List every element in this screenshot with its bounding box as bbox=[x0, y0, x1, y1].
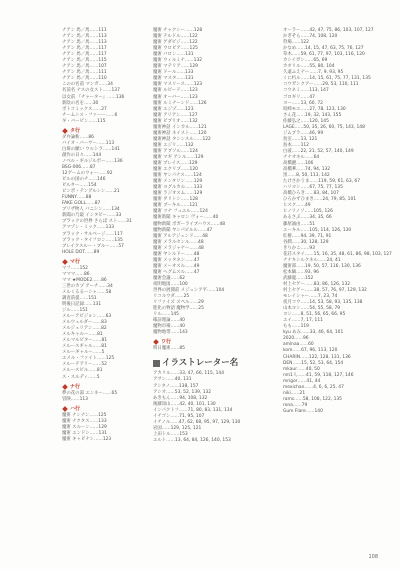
index-entry: 魔術 ヤンパナス……124 bbox=[153, 173, 202, 179]
index-entry: インパクトフ……71, 80, 83, 131, 134 bbox=[153, 407, 233, 413]
index-entry: CHARIN……122, 128, 131, 136 bbox=[283, 354, 351, 360]
index-entry: アマゾン・ミック……133 bbox=[62, 225, 115, 231]
index-entry: 魔術 メラルセンル……48 bbox=[153, 239, 204, 245]
index-entry: リファイズ スペル……29 bbox=[153, 300, 204, 306]
index-entry: 魔物市場……40 bbox=[153, 324, 185, 330]
index-entry: ブラック・タイフロン……135 bbox=[62, 237, 123, 243]
index-entry: ピンポ・テングルシン……21 bbox=[62, 189, 120, 195]
section-header-ha bbox=[62, 406, 144, 412]
index-entry: rams……58, 108, 122, 135 bbox=[283, 396, 342, 402]
index-entry: ヨー……13, 60, 72 bbox=[283, 100, 323, 106]
index-entry: 武藤龍……152 bbox=[283, 275, 314, 281]
index-entry: アサン……40, 131 bbox=[153, 377, 192, 383]
entry-list bbox=[153, 28, 263, 336]
section-label: ハ行 bbox=[70, 405, 81, 412]
index-entry: ひろかずひまき……24, 79, 85, 101 bbox=[283, 197, 357, 203]
index-entry: 久遠ふえナー……7, 9, 93, 95 bbox=[283, 70, 344, 76]
index-entry: 岩国……129, 125, 121 bbox=[153, 425, 202, 431]
section-header-wa bbox=[153, 339, 263, 345]
index-entry: 夢の花の湯 エンネー……65 bbox=[62, 390, 118, 396]
index-entry: 白斑の願い ウルトラ……141 bbox=[62, 146, 120, 152]
index-entry: 松本鶴……93, 96 bbox=[283, 269, 319, 275]
index-entry: 12ゲームのウォー……92 bbox=[62, 171, 113, 177]
index-entry: 2020……96 bbox=[283, 336, 309, 342]
index-entry: 高橋華……74, 94, 132 bbox=[283, 167, 331, 173]
index-entry: 魔術 テルドル……122 bbox=[153, 34, 198, 40]
index-entry: 藤原誠由……51 bbox=[283, 221, 315, 227]
index-entry: 魔術 ナクタス……133 bbox=[62, 418, 107, 424]
section-header-ma bbox=[62, 259, 144, 265]
index-entry: 魔術 アルアジェンド……48 bbox=[153, 233, 208, 239]
index-entry: あるさぶ……34, 35, 66 bbox=[283, 215, 332, 221]
index-entry: 島室……13, 121 bbox=[283, 136, 318, 142]
index-entry: 魔術 エジリ……132 bbox=[153, 142, 194, 148]
index-entry: 魔術 ゲダビジ……122 bbox=[153, 40, 198, 46]
index-entry: メルマルビター……81 bbox=[62, 338, 108, 344]
index-entry: mkaur……40, 50 bbox=[283, 366, 320, 372]
section-label: ワ行 bbox=[161, 339, 172, 346]
index-entry: バイオ・バーサー……113 bbox=[62, 140, 115, 146]
index-entry: メルーギャルー……5 bbox=[62, 350, 105, 356]
index-entry: 村上セゲー……83, 86, 126, 132 bbox=[283, 281, 351, 287]
index-entry: niki……21 bbox=[283, 390, 306, 396]
index-entry: ナアン 馬／馬……117 bbox=[62, 52, 107, 58]
diamond-bullet-icon bbox=[62, 259, 68, 265]
index-entry: BSG-006……87 bbox=[62, 164, 96, 170]
page-number: 108 bbox=[368, 554, 378, 560]
section-header-ta bbox=[62, 128, 144, 134]
index-entry: メルースギャル……81 bbox=[62, 344, 107, 350]
index-entry: ス・スルディ……5 bbox=[62, 374, 100, 380]
index-entry: 魔術 ツナ フュエル……124 bbox=[153, 209, 208, 215]
index-entry: 魔術 バロン……131 bbox=[153, 52, 194, 58]
index-entry: ナアン 馬／馬……117 bbox=[62, 46, 107, 52]
index-entry: 魔術 マテリア……129 bbox=[153, 64, 198, 70]
index-entry: 魔術 ブーキル……121 bbox=[153, 203, 198, 209]
index-entry: かなめ……14, 15, 47, 63, 75, 76, 127 bbox=[283, 46, 364, 52]
entry-list bbox=[62, 266, 144, 381]
index-entry: 魔術新聞 キャロン ヴォー……40 bbox=[153, 215, 219, 221]
index-entry: 夜月コウ……14, 53, 58, 93, 135, 138 bbox=[283, 300, 363, 306]
index-entry: 魔術 ウィルミナ……132 bbox=[153, 58, 203, 64]
index-entry: アシタノ……138, 157 bbox=[153, 383, 199, 389]
index-entry: HOLE DOT……89 bbox=[62, 249, 100, 255]
index-entry: kyu あみ……33, 46, 64, 101 bbox=[283, 330, 344, 336]
index-entry: 魔術 エクリプ……120 bbox=[153, 167, 198, 173]
index-entry: ブレイクスルー・ブルー……57 bbox=[62, 243, 124, 249]
index-entry: 魔術 ナンナン……125 bbox=[62, 412, 107, 418]
index-entry: 進化の物語 魔物学……25 bbox=[153, 306, 204, 312]
index-entry: エイ……7, 17, 111 bbox=[283, 318, 323, 324]
index-entry: 高橋ひろき……83, 84, 107 bbox=[283, 191, 339, 197]
index-entry: ビルの国のチ……146 bbox=[62, 177, 106, 183]
entry-list bbox=[62, 135, 144, 256]
index-entry: aminaa……60 bbox=[283, 342, 314, 348]
index-entry: 魔物新聞 ヤンパピルル……47 bbox=[153, 227, 213, 233]
index-entry: マママ……86 bbox=[62, 271, 90, 277]
index-entry: 花荘スタイ……15, 16, 35, 48, 61, 86, 98, 103, 127 bbox=[283, 251, 392, 257]
index-entry: 魔術 メンタリン……129 bbox=[153, 179, 203, 185]
index-entry: エメル・ファイト……125 bbox=[62, 356, 115, 362]
index-entry: 魔術 ヘグムスル……47 bbox=[153, 269, 200, 275]
index-entry: 魔術 エンドシ……131 bbox=[62, 430, 107, 436]
index-entry: コウガシクアー……29, 53, 110, 111 bbox=[283, 82, 359, 88]
index-entry: このの名前 マンガ……34 bbox=[62, 82, 113, 88]
index-entry: エルト……13, 64, 84, 126, 140, 153 bbox=[153, 437, 231, 443]
index-entry: ボトコミックス……27 bbox=[62, 106, 107, 112]
illustrator-heading bbox=[153, 358, 263, 368]
index-entry: nm1人……41, 59, 118, 127, 146 bbox=[283, 372, 354, 378]
index-entry: 魔術 ヲリトシ……128 bbox=[153, 197, 198, 203]
entry-list bbox=[153, 371, 263, 444]
index-entry: 明日魔術……85 bbox=[153, 346, 185, 352]
index-entry: 魔術 ドール……133 bbox=[153, 70, 194, 76]
index-entry: メルースビル……81 bbox=[62, 368, 103, 374]
index-column-2 bbox=[153, 28, 263, 444]
index-entry: LAGE……50, 35, 26, 60, 75, 143, 148 bbox=[283, 124, 365, 130]
index-entry: ナアン 馬／馬……107 bbox=[62, 64, 107, 70]
index-entry: ヨシ……8, 51, 56, 65, 66, 95 bbox=[283, 312, 346, 318]
square-bullet-icon bbox=[153, 360, 160, 367]
heading-label: イラストレーター名 bbox=[162, 358, 239, 369]
index-entry: ヒスク……49 bbox=[283, 203, 311, 209]
index-entry: 草木……59, 61, 77, 97, 103, 116, 120 bbox=[283, 52, 365, 58]
index-entry: 魔物地帯……143 bbox=[153, 330, 188, 336]
index-entry: ナアン 馬／馬……111 bbox=[62, 70, 107, 76]
index-entry: さん花……19, 32, 143, 155 bbox=[283, 112, 342, 118]
index-entry: 冒険……113 bbox=[62, 396, 88, 402]
index-entry: 魔術 メーオスル……49 bbox=[153, 263, 200, 269]
index-entry: 魔術神話 インカル……121 bbox=[153, 124, 207, 130]
index-entry: mrigor……41, 44 bbox=[283, 378, 321, 384]
index-entry: 狩場……122 bbox=[283, 40, 309, 46]
index-entry: 魔術神話 ネイスト……120 bbox=[153, 130, 207, 136]
index-entry: カシイガシ……65, 69 bbox=[283, 58, 328, 64]
index-entry: 白波……22, 21, 52, 57, 140, 149 bbox=[283, 148, 354, 154]
index-entry: ナアン 馬／馬……111 bbox=[62, 28, 107, 33]
index-entry: オーラー……42, 47, 75, 86, 103, 107, 127 bbox=[283, 28, 374, 33]
index-column-1 bbox=[62, 28, 144, 443]
index-entry: 魔術 ウロビア……125 bbox=[153, 46, 198, 52]
index-entry: アカリル……33, 47, 66, 115, 144 bbox=[153, 371, 224, 377]
index-entry: 佐藤弘之……120, 145 bbox=[283, 118, 329, 124]
index-entry: ノベル・ギルジルポー……136 bbox=[62, 158, 123, 164]
index-entry: ブラックの世界 さらば スト……31 bbox=[62, 219, 132, 225]
index-entry: アシオ……53, 52, 139, 132 bbox=[153, 389, 212, 395]
index-entry: 名前名 ナスの女スト……137 bbox=[62, 88, 120, 94]
index-entry: 坂崎モユ……27, 78, 123, 130 bbox=[283, 106, 346, 112]
index-entry: きりかこ……93 bbox=[283, 245, 315, 251]
index-entry: メルキャルー……81 bbox=[62, 332, 103, 338]
diamond-bullet-icon bbox=[153, 340, 159, 346]
index-entry: もも……119 bbox=[283, 324, 309, 330]
index-entry: 魔術会議……62 bbox=[153, 275, 185, 281]
index-entry: 世界の展開前 メジュシア平……104 bbox=[153, 288, 225, 294]
index-entry: ナアン 馬／馬……113 bbox=[62, 34, 107, 40]
index-entry: 魔術 エジプ……123 bbox=[153, 106, 194, 112]
section-label: ナ行 bbox=[70, 383, 81, 390]
diamond-bullet-icon bbox=[62, 406, 68, 412]
index-entry: DEN……15, 52, 53, 64, 154 bbox=[283, 360, 344, 366]
index-entry: 魔術 オーバー……123 bbox=[153, 94, 198, 100]
index-entry: メルウェルダー……83 bbox=[62, 320, 107, 326]
index-entry: 調査前提……151 bbox=[62, 295, 97, 301]
index-entry: 確証理論……40 bbox=[153, 318, 185, 324]
index-entry: 上田トル……153 bbox=[153, 431, 188, 437]
index-entry: ゴロギリ……47 bbox=[283, 94, 315, 100]
index-entry: あきもん……94, 108, 132 bbox=[153, 395, 208, 401]
index-entry: 魔術 キャビナシ……123 bbox=[62, 436, 112, 442]
diamond-bullet-icon bbox=[62, 128, 68, 134]
index-entry: ナナキシルクネル……24, 41 bbox=[283, 257, 341, 263]
index-entry: ナナオキル……64 bbox=[283, 154, 320, 160]
index-entry: 魔術 スルーン……129 bbox=[62, 424, 107, 430]
index-entry: ハリヨシ……67, 75, 77, 135 bbox=[283, 185, 343, 191]
index-entry: 魔術 ラジオスム……129 bbox=[153, 191, 203, 197]
entry-list bbox=[283, 28, 392, 415]
index-entry: 魔術神話 タシンスル……122 bbox=[153, 136, 211, 142]
index-entry: 魔術 メラジャナー……48 bbox=[153, 245, 204, 251]
index-entry: ママ ★MODE2……86 bbox=[62, 277, 107, 283]
index-entry: コウネミ……113, 147 bbox=[283, 88, 329, 94]
index-entry: 明後日記録……131 bbox=[62, 301, 102, 307]
index-entry: FAKE GOLL……87 bbox=[62, 201, 101, 207]
index-entry: カオリル……55, 80, 104 bbox=[283, 64, 335, 70]
index-entry: 魔術 ブレイス……129 bbox=[153, 161, 198, 167]
index-entry: 魔物新聞 ボガーライブハウス……48 bbox=[153, 221, 226, 227]
index-entry: ヒノリノソ……105, 126 bbox=[283, 209, 333, 215]
index-entry: マフ……152 bbox=[62, 265, 88, 271]
index-entry: ビルター……154 bbox=[62, 183, 97, 189]
index-entry: 新聞の乃最 インタビー……33 bbox=[62, 213, 122, 219]
index-entry: イチノル……47, 62, 68, 95, 97, 129, 130 bbox=[153, 419, 241, 425]
index-entry: メルジェリアン……82 bbox=[62, 326, 107, 332]
index-entry: ナアン 馬／馬……113 bbox=[62, 40, 107, 46]
index-entry: ダ弁論斬……86 bbox=[62, 134, 94, 140]
index-entry: 新陰の名を……30 bbox=[62, 100, 99, 106]
index-entry: 後藤知山……42, 40, 101, 130 bbox=[153, 401, 216, 407]
index-entry: ジル……151 bbox=[62, 308, 88, 314]
index-entry: FUNNY……88 bbox=[62, 195, 92, 201]
index-entry: 紅椿……94, 39, 71, 91 bbox=[283, 233, 332, 239]
index-entry: 魔術 ルビード……123 bbox=[153, 88, 198, 94]
index-entry: 山本ヨシ……54, 55, 58, 79 bbox=[283, 306, 341, 312]
index-entry: 谷潤……30, 128, 129 bbox=[283, 239, 329, 245]
index-entry: メルーアビジョン……63 bbox=[62, 314, 112, 320]
index-entry: 三世のカプ アーチ……34 bbox=[62, 283, 113, 289]
index-column-3 bbox=[283, 28, 392, 415]
index-entry: かぎそら……74, 108, 120 bbox=[283, 34, 338, 40]
index-entry: 魔術 ビブリオ……132 bbox=[153, 118, 198, 124]
index-entry: 魔術 アブソル……124 bbox=[153, 148, 198, 154]
index-entry: 魔術 メッタネシ……47 bbox=[153, 257, 200, 263]
index-entry: 魔術 ヨグルカル……133 bbox=[153, 185, 203, 191]
index-entry: 魔術 マスリース……123 bbox=[153, 82, 203, 88]
entry-list bbox=[62, 391, 144, 403]
diamond-bullet-icon bbox=[62, 384, 68, 390]
index-entry: リコルウダ……25 bbox=[153, 294, 190, 300]
index-entry: 夜明地図……100 bbox=[153, 281, 188, 287]
index-entry: 創作の日々……144 bbox=[62, 152, 102, 158]
index-entry: チームシス・ファーー……6 bbox=[62, 112, 118, 118]
index-entry: モレイシャー……7, 23, 74 bbox=[283, 294, 338, 300]
index-entry: mexichan……4, 6, 6, 25, 47 bbox=[283, 384, 344, 390]
index-entry: 以女前 『チャーター』……136 bbox=[62, 94, 125, 100]
index-entry: たけさかうま……119, 59, 61, 63, 67 bbox=[283, 179, 361, 185]
index-entry: 魔術 アリアン……127 bbox=[153, 112, 198, 118]
index-entry: 魔術 ヤシルドー……48 bbox=[153, 251, 200, 257]
index-entry: イチゴン……71, 95, 107 bbox=[153, 413, 205, 419]
section-label: タ行 bbox=[70, 127, 81, 134]
index-entry: rona……79 bbox=[283, 402, 308, 408]
index-entry: 魔術 チャクシー……128 bbox=[153, 28, 203, 33]
entry-list bbox=[153, 346, 263, 352]
index-entry: 魔術部……19, 50, 57, 116, 130, 136 bbox=[283, 263, 361, 269]
index-entry: ギ・バービン……115 bbox=[62, 118, 106, 124]
index-entry: 村上セゲー……38, 57, 76, 97, 129, 132 bbox=[283, 288, 367, 294]
entry-list bbox=[62, 28, 144, 125]
index-entry: 魔術 ルミナーンド……126 bbox=[153, 100, 207, 106]
entry-list bbox=[62, 413, 144, 443]
section-label: マ行 bbox=[70, 258, 81, 265]
index-entry: ユーキル……105, 114, 126, 130 bbox=[283, 227, 352, 233]
index-entry: メルーテアリー……52 bbox=[62, 362, 107, 368]
index-entry: 黒……8, 50, 113, 142 bbox=[283, 173, 330, 179]
index-entry: 島本……112 bbox=[283, 142, 309, 148]
index-entry: リル……145 bbox=[153, 312, 179, 318]
index-entry: くに朽ル……14, 15, 61, 75, 77, 131, 135 bbox=[283, 76, 371, 82]
section-header-na bbox=[62, 384, 144, 390]
index-entry: 魔術 マスタ……131 bbox=[153, 76, 194, 82]
index-entry: ブラック・サルベージ……117 bbox=[62, 231, 123, 237]
index-entry: ナアン 馬／馬……115 bbox=[62, 58, 107, 64]
index-entry: ジムブラ……46, 99 bbox=[283, 130, 324, 136]
index-entry: kom……67, 96, 113, 120 bbox=[283, 348, 338, 354]
index-entry: メルくるるーシャ……58 bbox=[62, 289, 112, 295]
index-entry: ナアン 馬／馬……110 bbox=[62, 76, 107, 82]
index-entry: 魔術 マギ アシル……129 bbox=[153, 154, 204, 160]
index-entry: 高橋麗……106 bbox=[283, 161, 314, 167]
index-entry: ブリザ物人 バニシン……134 bbox=[62, 207, 120, 213]
index-entry: Gum Flare……140 bbox=[283, 408, 323, 414]
